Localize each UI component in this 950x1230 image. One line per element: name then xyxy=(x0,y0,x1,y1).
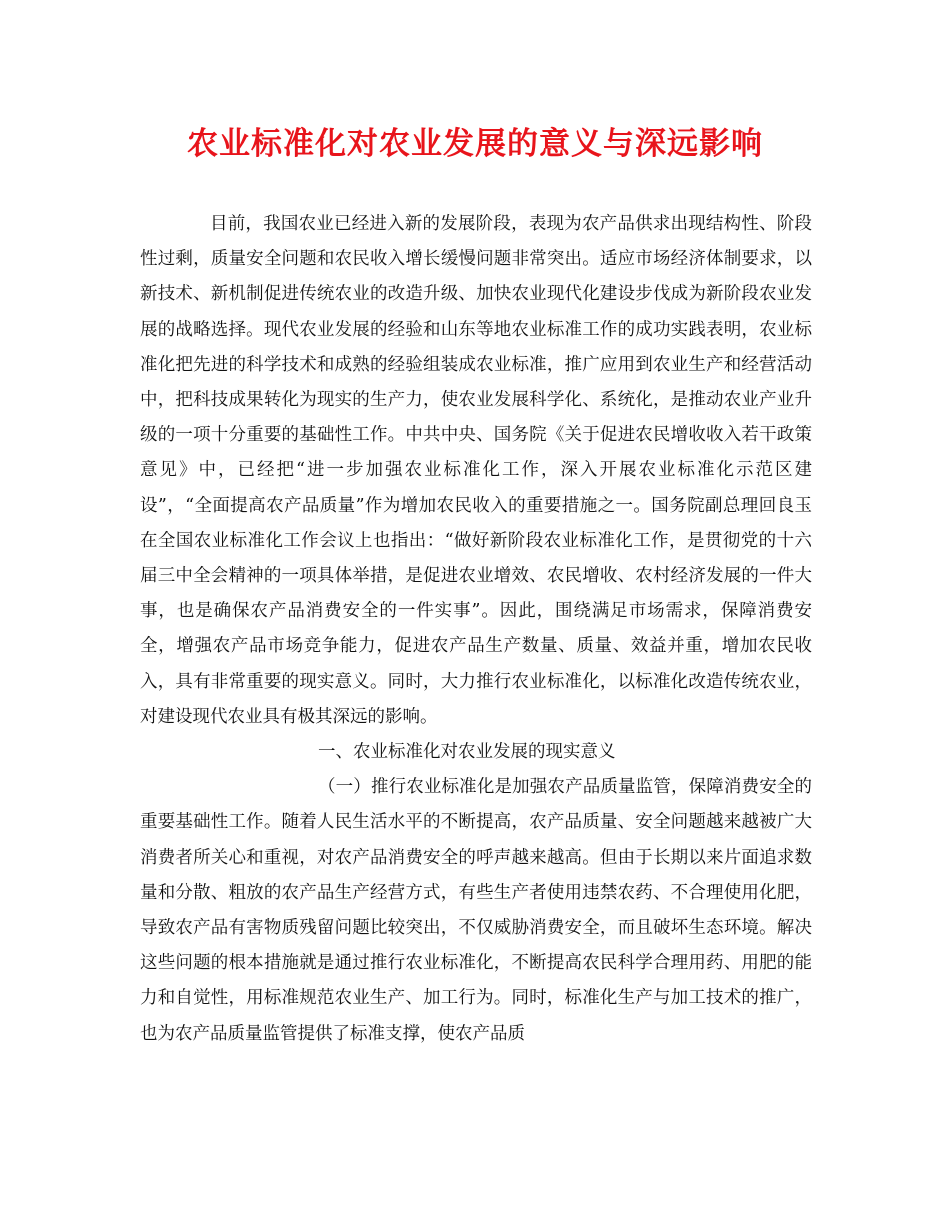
section-paragraph: （一）推行农业标准化是加强农产品质量监管，保障消费安全的重要基础性工作。随着人民生活水平的不断提高，农产品质量、安全问题越来越被广大消费者所关心和重视，对农产品消费安全的呼声越来越高。但由于长期以来片面追求数量和分散、粗放的农产品生产经营方式，有些生产者使用违禁农药、不合理使用化肥，导致农产品有害物质残留问题比较突出，不仅威胁消费安全，而且破坏生态环境。解决这些问题的根本措施就是通过推行农业标准化，不断提高农民科学合理用药、用肥的能力和自觉性，用标准规范农业生产、加工行为。同时，标准化生产与加工技术的推广，也为农产品质量监管提供了标准支撑，使农产品质 xyxy=(140,777,812,1044)
document-title: 农业标准化对农业发展的意义与深远影响 xyxy=(187,126,763,162)
intro-paragraph: 目前，我国农业已经进入新的发展阶段，表现为农产品供求出现结构性、阶段性过剩，质量安全问题和农民收入增长缓慢问题非常突出。适应市场经济体制要求，以新技术、新机制促进传统农业的改造升级、加快农业现代化建设步伐成为新阶段农业发展的战略选择。现代农业发展的经验和山东等地农业标准工作的成功实践表明，农业标准化把先进的科学技术和成熟的经验组装成农业标准，推广应用到农业生产和经营活动中，把科技成果转化为现实的生产力，使农业发展科学化、系统化，是推动农业产业升级的一项十分重要的基础性工作。中共中央、国务院《关于促进农民增收收入若干政策意见》中，已经把“进一步加强农业标准化工作，深入开展农业标准化示范区建设”，“全面提高农产品质量”作为增加农民收入的重要措施之一。国务院副总理回良玉在全国农业标准化工作会议上也指出：“做好新阶段农业标准化工作，是贯彻党的十六届三中全会精神的一项具体举措，是促进农业增效、农民增收、农村经济发展的一件大事，也是确保农产品消费安全的一件实事”。因此，围绕满足市场需求，保障消费安全，增强农产品市场竞争能力，促进农产品生产数量、质量、效益并重，增加农民收入，具有非常重要的现实意义。同时，大力推行农业标准化，以标准化改造传统农业，对建设现代农业具有极其深远的影响。 xyxy=(140,214,812,727)
document-body xyxy=(140,207,812,1052)
section-heading: 一、农业标准化对农业发展的现实意义 xyxy=(318,742,616,763)
